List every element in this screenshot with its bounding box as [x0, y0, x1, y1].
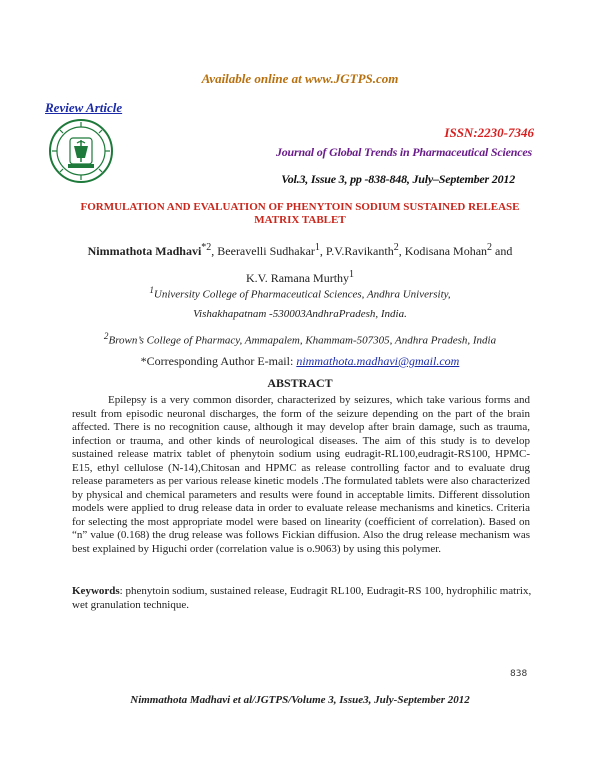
running-footer: Nimmathota Madhavi et al/JGTPS/Volume 3, Issue3, July-September 2012 — [130, 694, 470, 706]
corresponding-author — [60, 354, 540, 369]
lead-author: Nimmathota Madhavi — [87, 244, 202, 258]
journal-name: Journal of Global Trends in Pharmaceutical Sciences — [275, 145, 532, 159]
affiliation-1-line-1 — [60, 285, 540, 301]
affiliation-1-line-2: Vishakhapatnam -530003AndhraPradesh, India. — [193, 308, 407, 320]
abstract-text: Epilepsy is a very common disorder, characterized by seizures, which take various forms and result from episodic neuronal discharges, the form of the seizure depending on the part of the brain affected. There is no recognition cause, although it may develop after brain damage, such as trauma, infection or trauma, and other kinds of neurological diseases. The aim of this study is to develop sustained release matrix tablet of phenytoin sodium using eudragit-RL100,eudragit-RS100, HPMC-E15, ethyl cellulose (N-14),Chitosan and HPMC as release controlling factor and to evaluate drug release parameters as per various release kinetic models .The formulated tablets were also characterized by physical and chemical parameters and results were found in acceptable limits. Different dissolution models were applied to drug release data in order to evaluate release mechanisms and kinetics. Criteria for selecting the most appropriate model were based on linearity (coefficient of correlation). Based on “n” value (0.168) the drug release was follows Fickian diffusion. Also the drug release mechanism was best explained by Higuchi order (correlation value is o.9063) by using this polymer. — [72, 394, 530, 555]
keywords-text: : phenytoin sodium, sustained release, Eudragit RL100, Eudragit-RS 100, hydrophilic matrix, wet granulation technique. — [72, 585, 532, 611]
keywords — [72, 585, 532, 612]
abstract-heading: ABSTRACT — [267, 376, 333, 390]
affiliation-2 — [70, 331, 530, 347]
volume-issue-line: Vol.3, Issue 3, pp -838-848, July–September 2012 — [281, 172, 515, 186]
lead-author-sup: *2 — [201, 242, 212, 253]
author-list: Nimmathota Madhavi$^{*2}$, Beeravelli Sudhakar$^1$, P.V.Ravikanth$^2$, Kodisana Mohan$^2$ and K.V. Ramana Murthy$^1$ — [87, 242, 513, 285]
issn-value: 2230-7346 — [477, 125, 534, 140]
author-2: Beeravelli Sudhakar — [217, 244, 315, 258]
author-5-sup: 1 — [349, 269, 355, 280]
article-title: FORMULATION AND EVALUATION OF PHENYTOIN SODIUM SUSTAINED RELEASE MATRIX TABLET — [80, 201, 520, 226]
keywords-label: Keywords — [72, 585, 120, 597]
journal-emblem-icon — [48, 118, 114, 184]
author-3: P.V.Ravikanth — [325, 244, 394, 258]
review-article-link[interactable]: Review Article — [45, 100, 123, 115]
author-3-sup: 2 — [393, 242, 399, 253]
issn-label: ISSN: — [444, 125, 478, 140]
affiliation-1-text: University College of Pharmaceutical Sciences, Andhra University, — [153, 288, 451, 301]
author-4-sup: 2 — [487, 242, 493, 253]
affiliation-2-sup: 2 — [103, 331, 109, 341]
author-4: Kodisana Mohan — [404, 244, 488, 258]
author-5: K.V. Ramana Murthy — [245, 271, 350, 285]
available-online-banner: Available online at www.JGTPS.com — [201, 71, 399, 86]
issn-line — [444, 125, 534, 141]
author-and: and — [495, 244, 513, 258]
affiliation-2-text: Brown’s College of Pharmacy, Ammapalem, Khammam-507305, Andhra Pradesh, India — [108, 334, 497, 347]
corresponding-label: *Corresponding Author E-mail: — [140, 354, 294, 368]
author-2-sup: 1 — [314, 242, 320, 253]
page-number: 838 — [510, 669, 528, 679]
affiliation-1-sup: 1 — [149, 285, 154, 295]
corresponding-email-link[interactable]: nimmathota.madhavi@gmail.com — [296, 354, 460, 368]
